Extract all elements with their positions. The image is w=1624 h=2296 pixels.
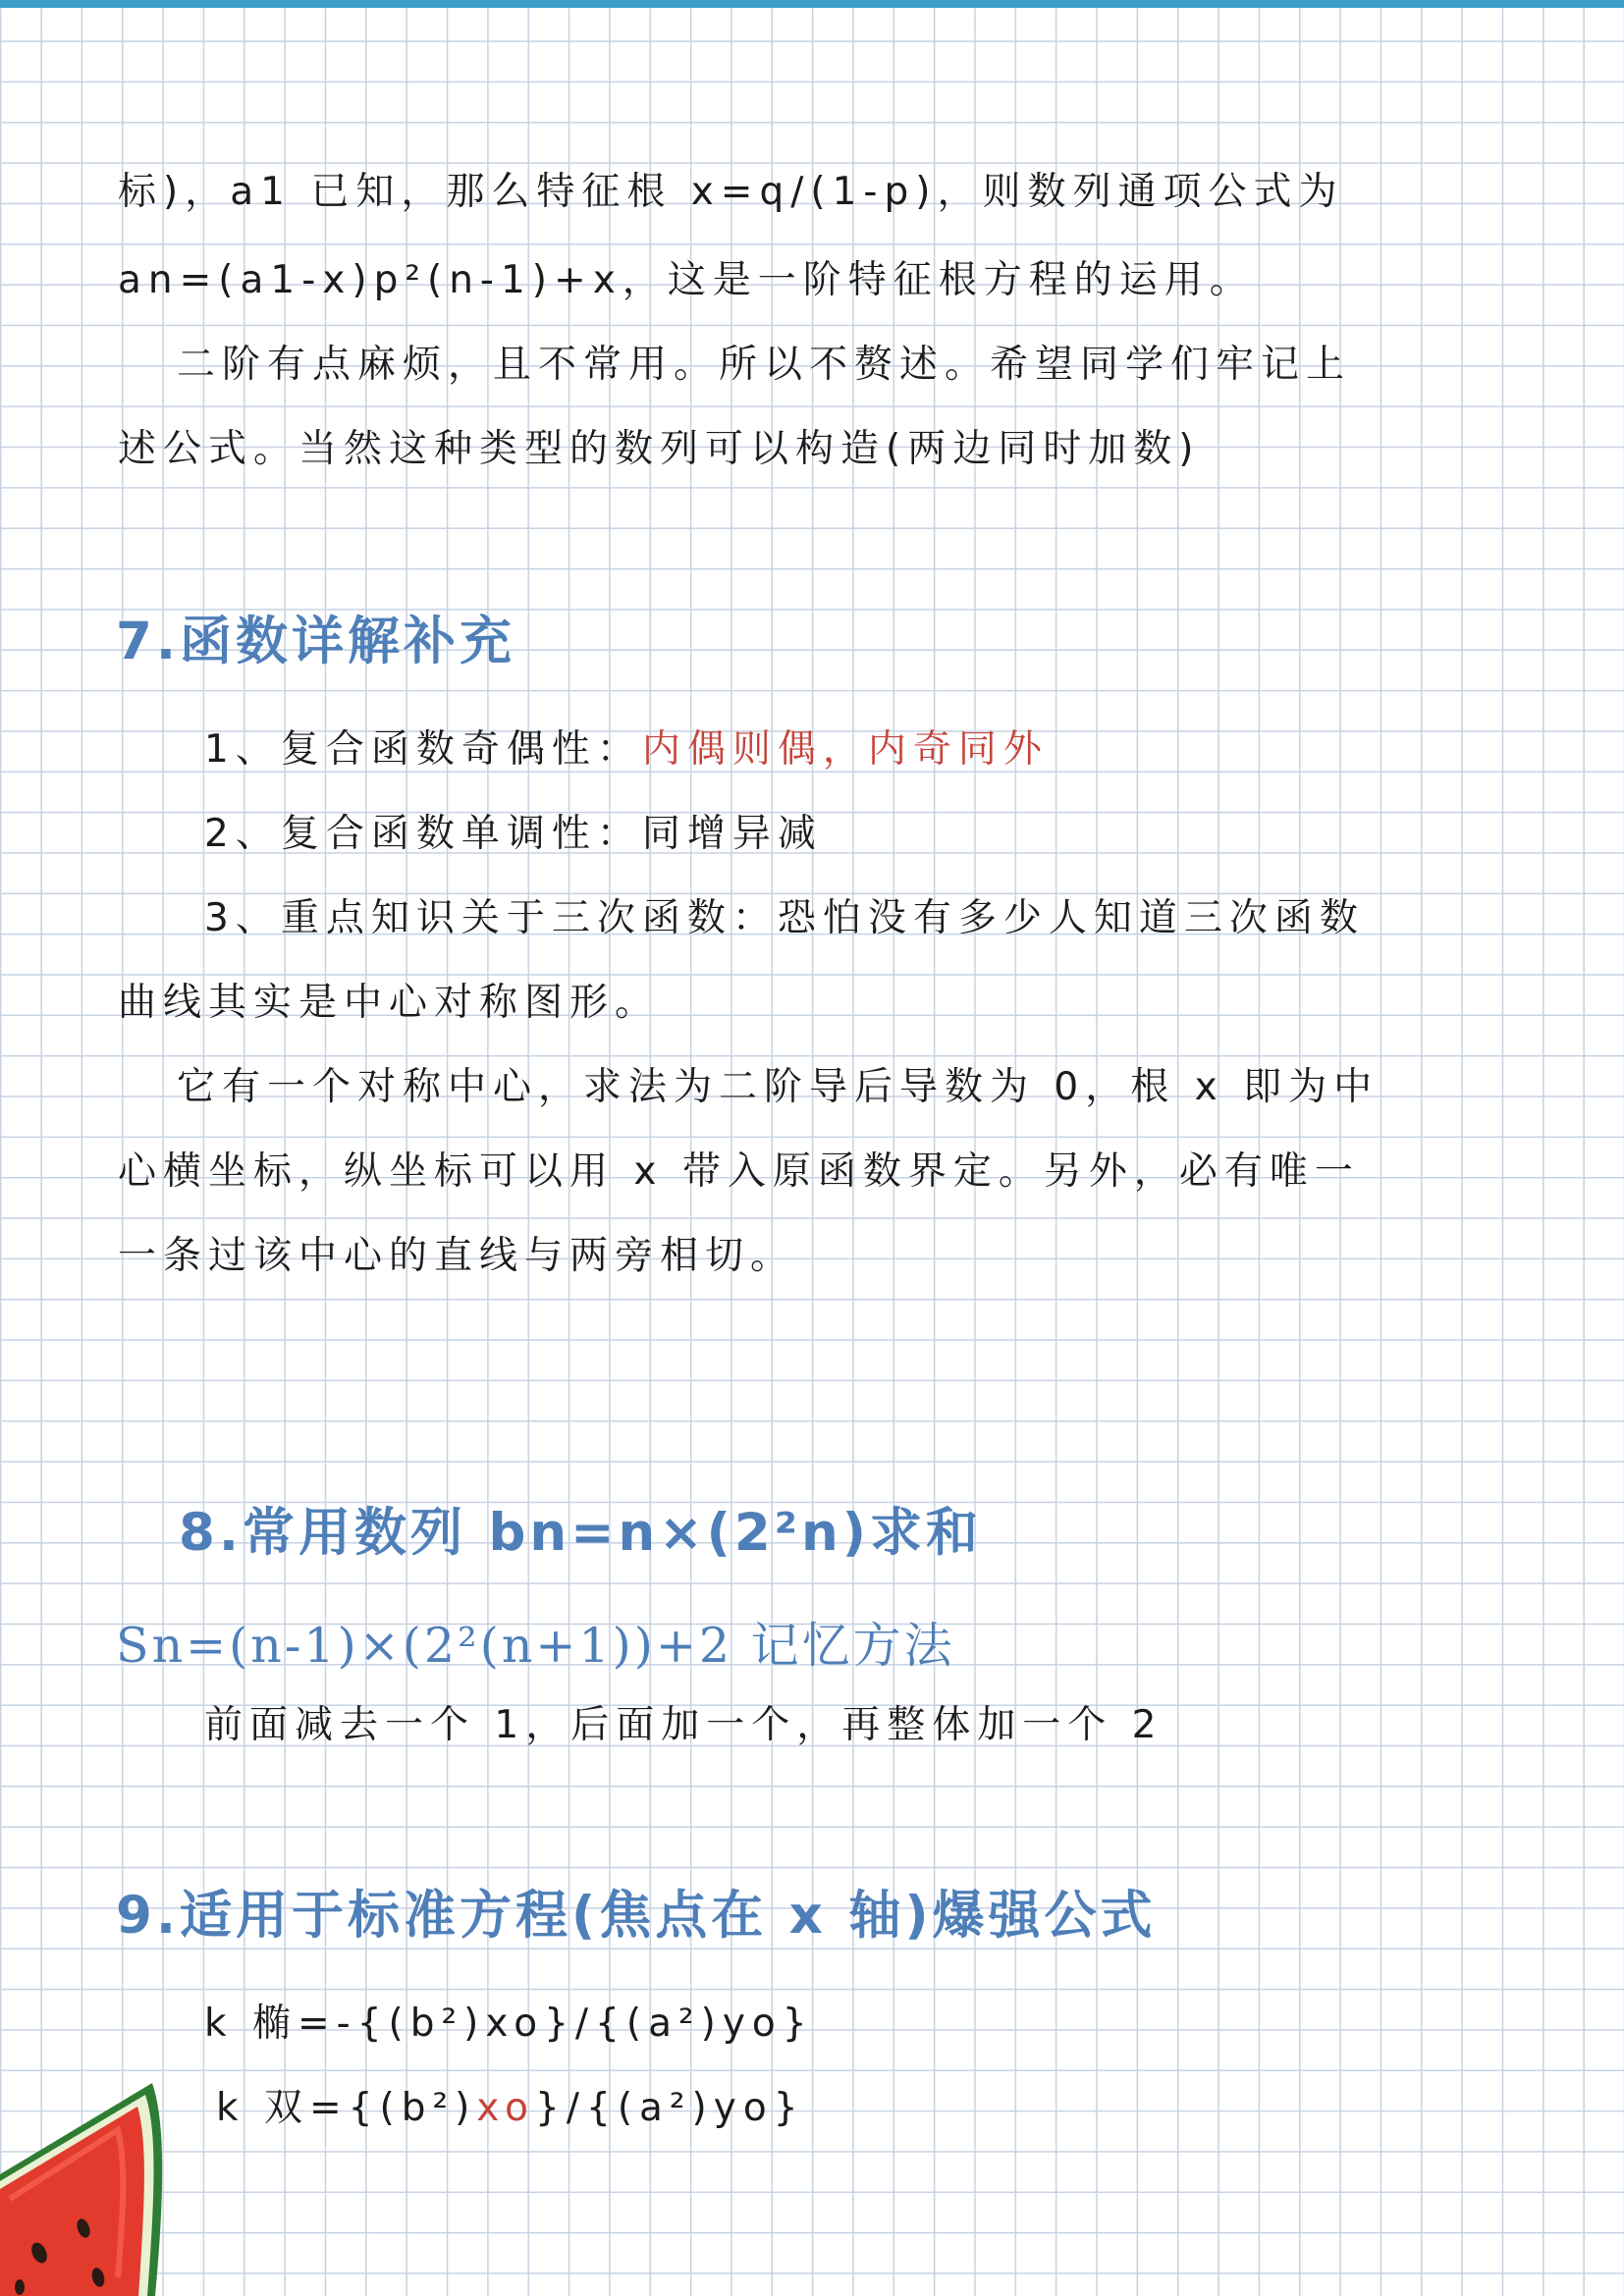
k-hyper-prefix: k 双={(b²)	[216, 2086, 477, 2130]
top-accent-bar	[0, 0, 1624, 8]
watermelon-slice-icon	[0, 2081, 167, 2296]
k-hyper-suffix: }/{(a²)yo}	[535, 2086, 805, 2130]
intro-line-2: an=(a1-x)p²(n-1)+x，这是一阶特征根方程的运用。	[118, 258, 1255, 302]
section-7-para-line-2: 心横坐标，纵坐标可以用 x 带入原函数界定。另外，必有唯一	[118, 1149, 1360, 1194]
item-1-highlight: 内偶则偶，内奇同外	[641, 727, 1049, 772]
section-8-title: 8.常用数列 bn=n×(2²n)求和	[179, 1503, 982, 1563]
intro-line-4: 述公式。当然这种类型的数列可以构造(两边同时加数)	[118, 427, 1201, 471]
section-7-para-line-3: 一条过该中心的直线与两旁相切。	[118, 1234, 796, 1278]
item-1-prefix: 1、复合函数奇偶性：	[204, 727, 642, 772]
section-7-para-line-1: 它有一个对称中心，求法为二阶导后导数为 0，根 x 即为中	[177, 1065, 1380, 1109]
k-ellipse-formula: k 椭=-{(b²)xo}/{(a²)yo}	[204, 2002, 814, 2046]
section-7-item-1	[204, 726, 1049, 774]
section-7-item-2: 2、复合函数单调性：同增异减	[204, 812, 823, 856]
section-7-item-3-line-1: 3、重点知识关于三次函数：恐怕没有多少人知道三次函数	[204, 896, 1365, 940]
section-9-title: 9.适用于标准方程(焦点在 x 轴)爆强公式	[116, 1886, 1157, 1946]
k-hyper-xo: xo	[476, 2086, 536, 2130]
k-hyperbola-formula	[216, 2085, 805, 2132]
section-8-formula: Sn=(n-1)×(2²(n+1))+2 记忆方法	[116, 1618, 955, 1674]
intro-line-1: 标)，a1 已知，那么特征根 x=q/(1-p)，则数列通项公式为	[118, 170, 1344, 214]
intro-line-3: 二阶有点麻烦，且不常用。所以不赘述。希望同学们牢记上	[177, 343, 1352, 387]
section-7-item-3-line-2: 曲线其实是中心对称图形。	[118, 981, 661, 1025]
section-8-memo: 前面减去一个 1，后面加一个，再整体加一个 2	[204, 1703, 1164, 1747]
section-7-title: 7.函数详解补充	[116, 612, 516, 671]
